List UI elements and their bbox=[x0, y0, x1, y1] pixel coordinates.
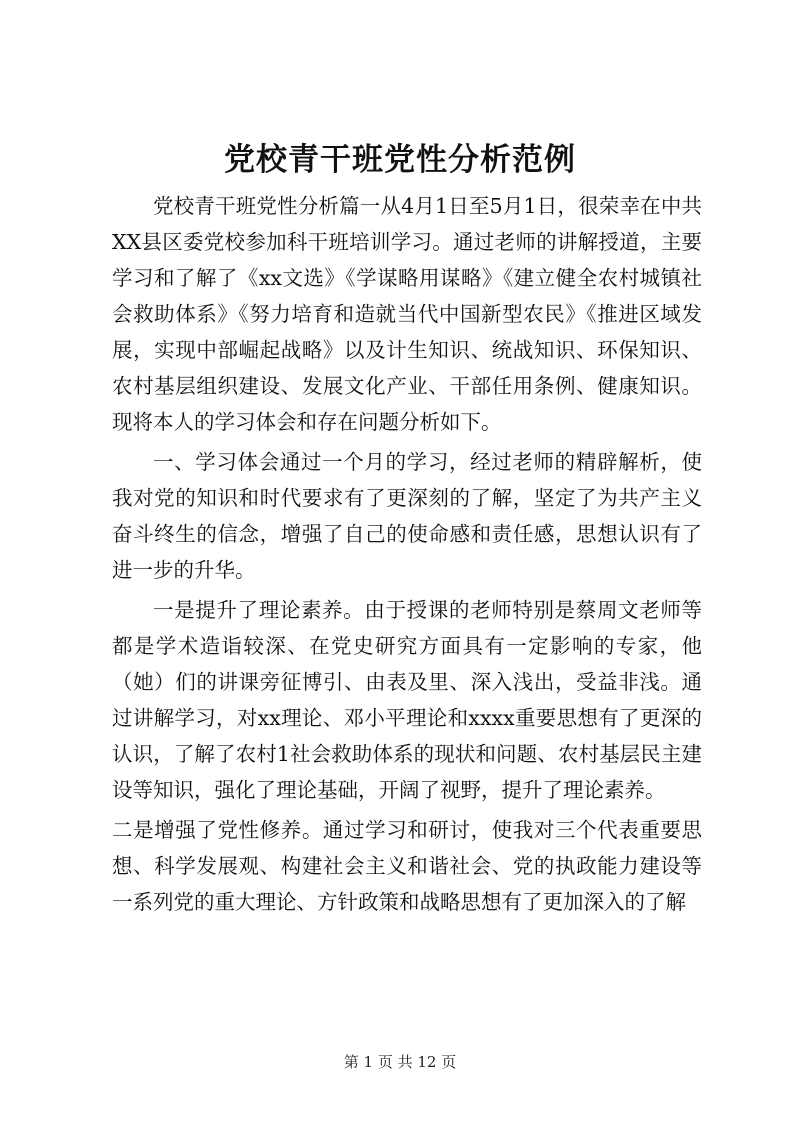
paragraph-party-spirit: 二是增强了党性修养。通过学习和研讨，使我对三个代表重要思想、科学发展观、构建社会主义和谐社会、党的执政能力建设等一系列党的重大理论、方针政策和战略思想有了更加深入的了解 bbox=[112, 818, 702, 914]
paragraph-theory: 一是提升了理论素养。由于授课的老师特别是蔡周文老师等都是学术造诣较深、在党史研究方面具有一定影响的专家，他（她）们的讲课旁征博引、由表及里、深入浅出，受益非浅。通过讲解学习，对xx理论、邓小平理论和xxxx重要思想有了更深的认识，了解了农村1社会救助体系的现状和问题、农村基层民主建设等知识，强化了理论基础，开阔了视野，提升了理论素养。 bbox=[112, 598, 702, 802]
page-number-footer: 第 1 页 共 12 页 bbox=[343, 1053, 457, 1071]
paragraph-section-one: 一、学习体会通过一个月的学习，经过老师的精辟解析，使我对党的知识和时代要求有了更深刻的了解，坚定了为共产主义奋斗终生的信念，增强了自己的使命感和责任感，思想认识有了进一步的升华。 bbox=[112, 450, 702, 582]
document-title: 党校青干班党性分析范例 bbox=[224, 142, 576, 178]
document-body bbox=[112, 188, 702, 924]
paragraph-intro: 党校青干班党性分析篇一从4月1日至5月1日，很荣幸在中共XX县区委党校参加科干班培训学习。通过老师的讲解授道，主要学习和了解了《xx文选》《学谋略用谋略》《建立健全农村城镇社会救助体系》《努力培育和造就当代中国新型农民》《推进区域发展，实现中部崛起战略》以及计生知识、统战知识、环保知识、农村基层组织建设、发展文化产业、干部任用条例、健康知识。现将本人的学习体会和存在问题分析如下。 bbox=[112, 194, 702, 434]
